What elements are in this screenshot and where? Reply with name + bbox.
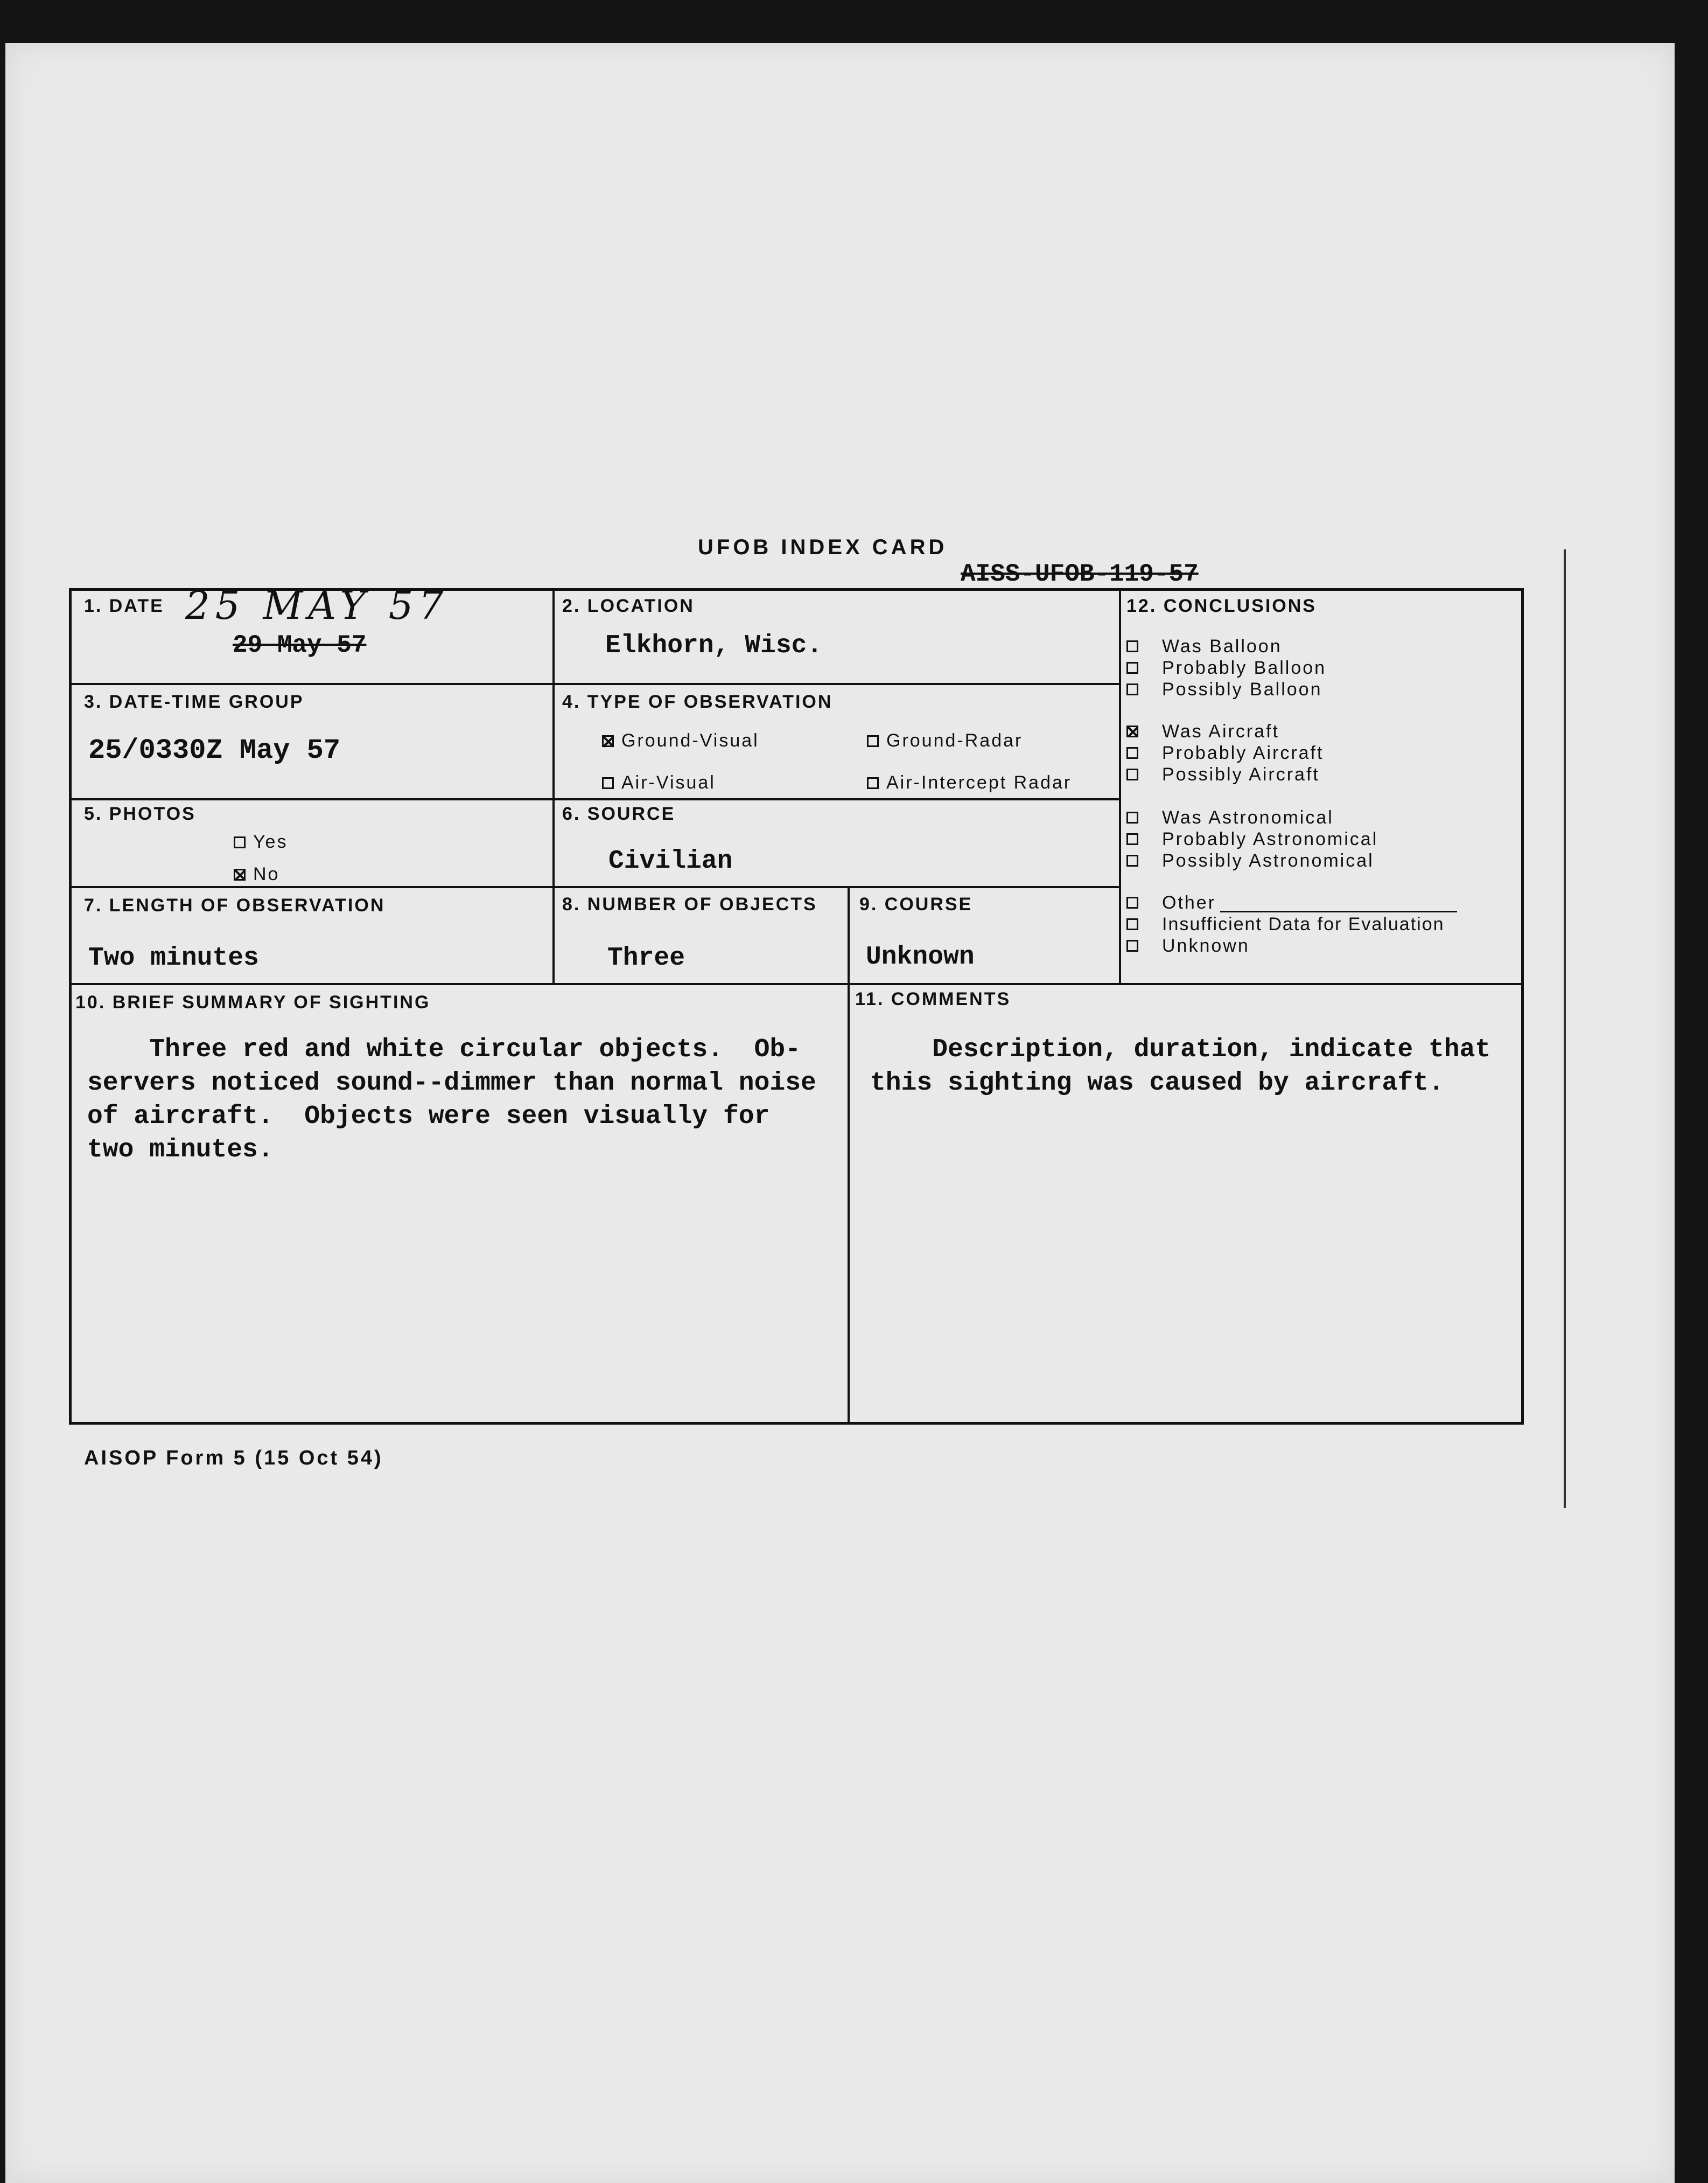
date-label: 1. DATE — [84, 596, 164, 616]
checkbox-icon — [1126, 940, 1138, 952]
option-label: Air-Intercept Radar — [886, 772, 1072, 793]
checkbox-icon — [234, 869, 246, 881]
checkbox-icon — [1126, 662, 1138, 674]
conclusion-label: Probably Astronomical — [1162, 828, 1378, 849]
other-blank-line — [1220, 894, 1457, 912]
conclusion-insufficient-data[interactable] — [1126, 913, 1520, 935]
option-label: No — [253, 864, 280, 884]
conclusions-group-astronomical — [1126, 807, 1520, 871]
option-label: Ground-Radar — [886, 730, 1023, 751]
num-objects-label: 8. NUMBER OF OBJECTS — [562, 894, 817, 915]
conclusion-probably-aircraft[interactable] — [1126, 742, 1520, 764]
comments-label: 11. COMMENTS — [855, 989, 1011, 1009]
source-label: 6. SOURCE — [562, 804, 676, 824]
conclusion-label: Was Balloon — [1162, 636, 1282, 657]
checkbox-icon — [867, 735, 879, 747]
checkbox-icon — [602, 777, 614, 789]
conclusion-label: Was Aircraft — [1162, 721, 1279, 742]
summary-text: Three red and white circular objects. Ob- servers noticed sound--dimmer than normal noise of aircraft. Objects were seen visually for two minutes. — [87, 1035, 816, 1164]
checkbox-icon — [1126, 684, 1138, 695]
summary-label: 10. BRIEF SUMMARY OF SIGHTING — [75, 992, 431, 1013]
length-value: Two minutes — [88, 944, 259, 973]
checkbox-icon — [1126, 747, 1138, 759]
conclusion-probably-balloon[interactable] — [1126, 657, 1520, 679]
rule-col-left — [552, 588, 555, 983]
num-objects-value: Three — [607, 944, 685, 973]
checkbox-icon — [867, 777, 879, 789]
checkbox-icon — [1126, 769, 1138, 780]
conclusion-was-astronomical[interactable] — [1126, 807, 1520, 828]
conclusion-probably-astronomical[interactable] — [1126, 828, 1520, 850]
dtg-value: 25/0330Z May 57 — [88, 735, 341, 766]
checkbox-icon — [1126, 812, 1138, 824]
film-border — [0, 0, 1708, 43]
conclusion-other[interactable] — [1126, 892, 1520, 913]
option-label: Ground-Visual — [621, 730, 759, 751]
checkbox-icon — [1126, 833, 1138, 845]
conclusion-possibly-balloon[interactable] — [1126, 679, 1520, 700]
option-air-visual[interactable] — [602, 772, 716, 793]
conclusion-possibly-aircraft[interactable] — [1126, 764, 1520, 785]
checkbox-icon — [602, 735, 614, 747]
option-label: Yes — [253, 832, 288, 852]
conclusion-label: Unknown — [1162, 935, 1250, 956]
conclusions-group-other — [1126, 892, 1520, 957]
rule-row2 — [69, 798, 1120, 800]
handwritten-date: 25 MAY 57 — [185, 583, 449, 628]
conclusions-label: 12. CONCLUSIONS — [1126, 596, 1317, 616]
checkbox-icon — [1126, 855, 1138, 867]
form-footer: AISOP Form 5 (15 Oct 54) — [84, 1447, 383, 1469]
conclusion-was-balloon[interactable] — [1126, 636, 1520, 657]
rule-row4 — [69, 983, 1524, 985]
conclusion-label: Possibly Aircraft — [1162, 764, 1320, 785]
checkbox-icon — [1126, 918, 1138, 930]
conclusion-was-aircraft[interactable] — [1126, 721, 1520, 742]
comments-text: Description, duration, indicate that this sighting was caused by aircraft. — [870, 1035, 1491, 1098]
conclusion-label: Possibly Balloon — [1162, 679, 1322, 700]
observation-type-label: 4. TYPE OF OBSERVATION — [562, 692, 833, 712]
conclusion-label: Probably Aircraft — [1162, 742, 1324, 763]
course-label: 9. COURSE — [859, 894, 973, 915]
rule-row1 — [69, 683, 1120, 685]
rule-col-course — [848, 886, 850, 1425]
option-label: Air-Visual — [621, 772, 716, 793]
checkbox-icon — [1126, 640, 1138, 652]
conclusion-label: Was Astronomical — [1162, 807, 1334, 828]
checkbox-icon — [1126, 897, 1138, 909]
source-value: Civilian — [608, 847, 733, 876]
option-photos-no[interactable] — [234, 864, 279, 885]
conclusion-label: Insufficient Data for Evaluation — [1162, 913, 1445, 934]
option-ground-visual[interactable] — [602, 730, 759, 751]
conclusions-group-aircraft — [1126, 721, 1520, 785]
card-title: UFOB INDEX CARD — [698, 535, 948, 559]
length-label: 7. LENGTH OF OBSERVATION — [84, 895, 386, 916]
card-edge-shadow — [1564, 549, 1566, 1508]
photos-label: 5. PHOTOS — [84, 804, 196, 824]
checkbox-icon — [1126, 726, 1138, 737]
location-value: Elkhorn, Wisc. — [605, 631, 823, 660]
rule-row3 — [69, 886, 1120, 888]
struck-date: 29 May 57 — [233, 631, 367, 659]
rule-col-conclusions — [1119, 588, 1121, 983]
course-value: Unknown — [866, 943, 975, 972]
case-number: AISS-UFOB-119-57 — [961, 560, 1199, 588]
checkbox-icon — [234, 836, 246, 848]
conclusion-label: Other — [1162, 892, 1216, 913]
conclusion-possibly-astronomical[interactable] — [1126, 850, 1520, 871]
conclusion-unknown[interactable] — [1126, 935, 1520, 957]
location-label: 2. LOCATION — [562, 596, 695, 616]
conclusion-label: Possibly Astronomical — [1162, 850, 1374, 871]
option-air-intercept-radar[interactable] — [867, 772, 1072, 793]
conclusions-group-balloon — [1126, 636, 1520, 700]
option-photos-yes[interactable] — [234, 832, 288, 853]
dtg-label: 3. DATE-TIME GROUP — [84, 692, 304, 712]
conclusion-label: Probably Balloon — [1162, 657, 1327, 678]
option-ground-radar[interactable] — [867, 730, 1023, 751]
